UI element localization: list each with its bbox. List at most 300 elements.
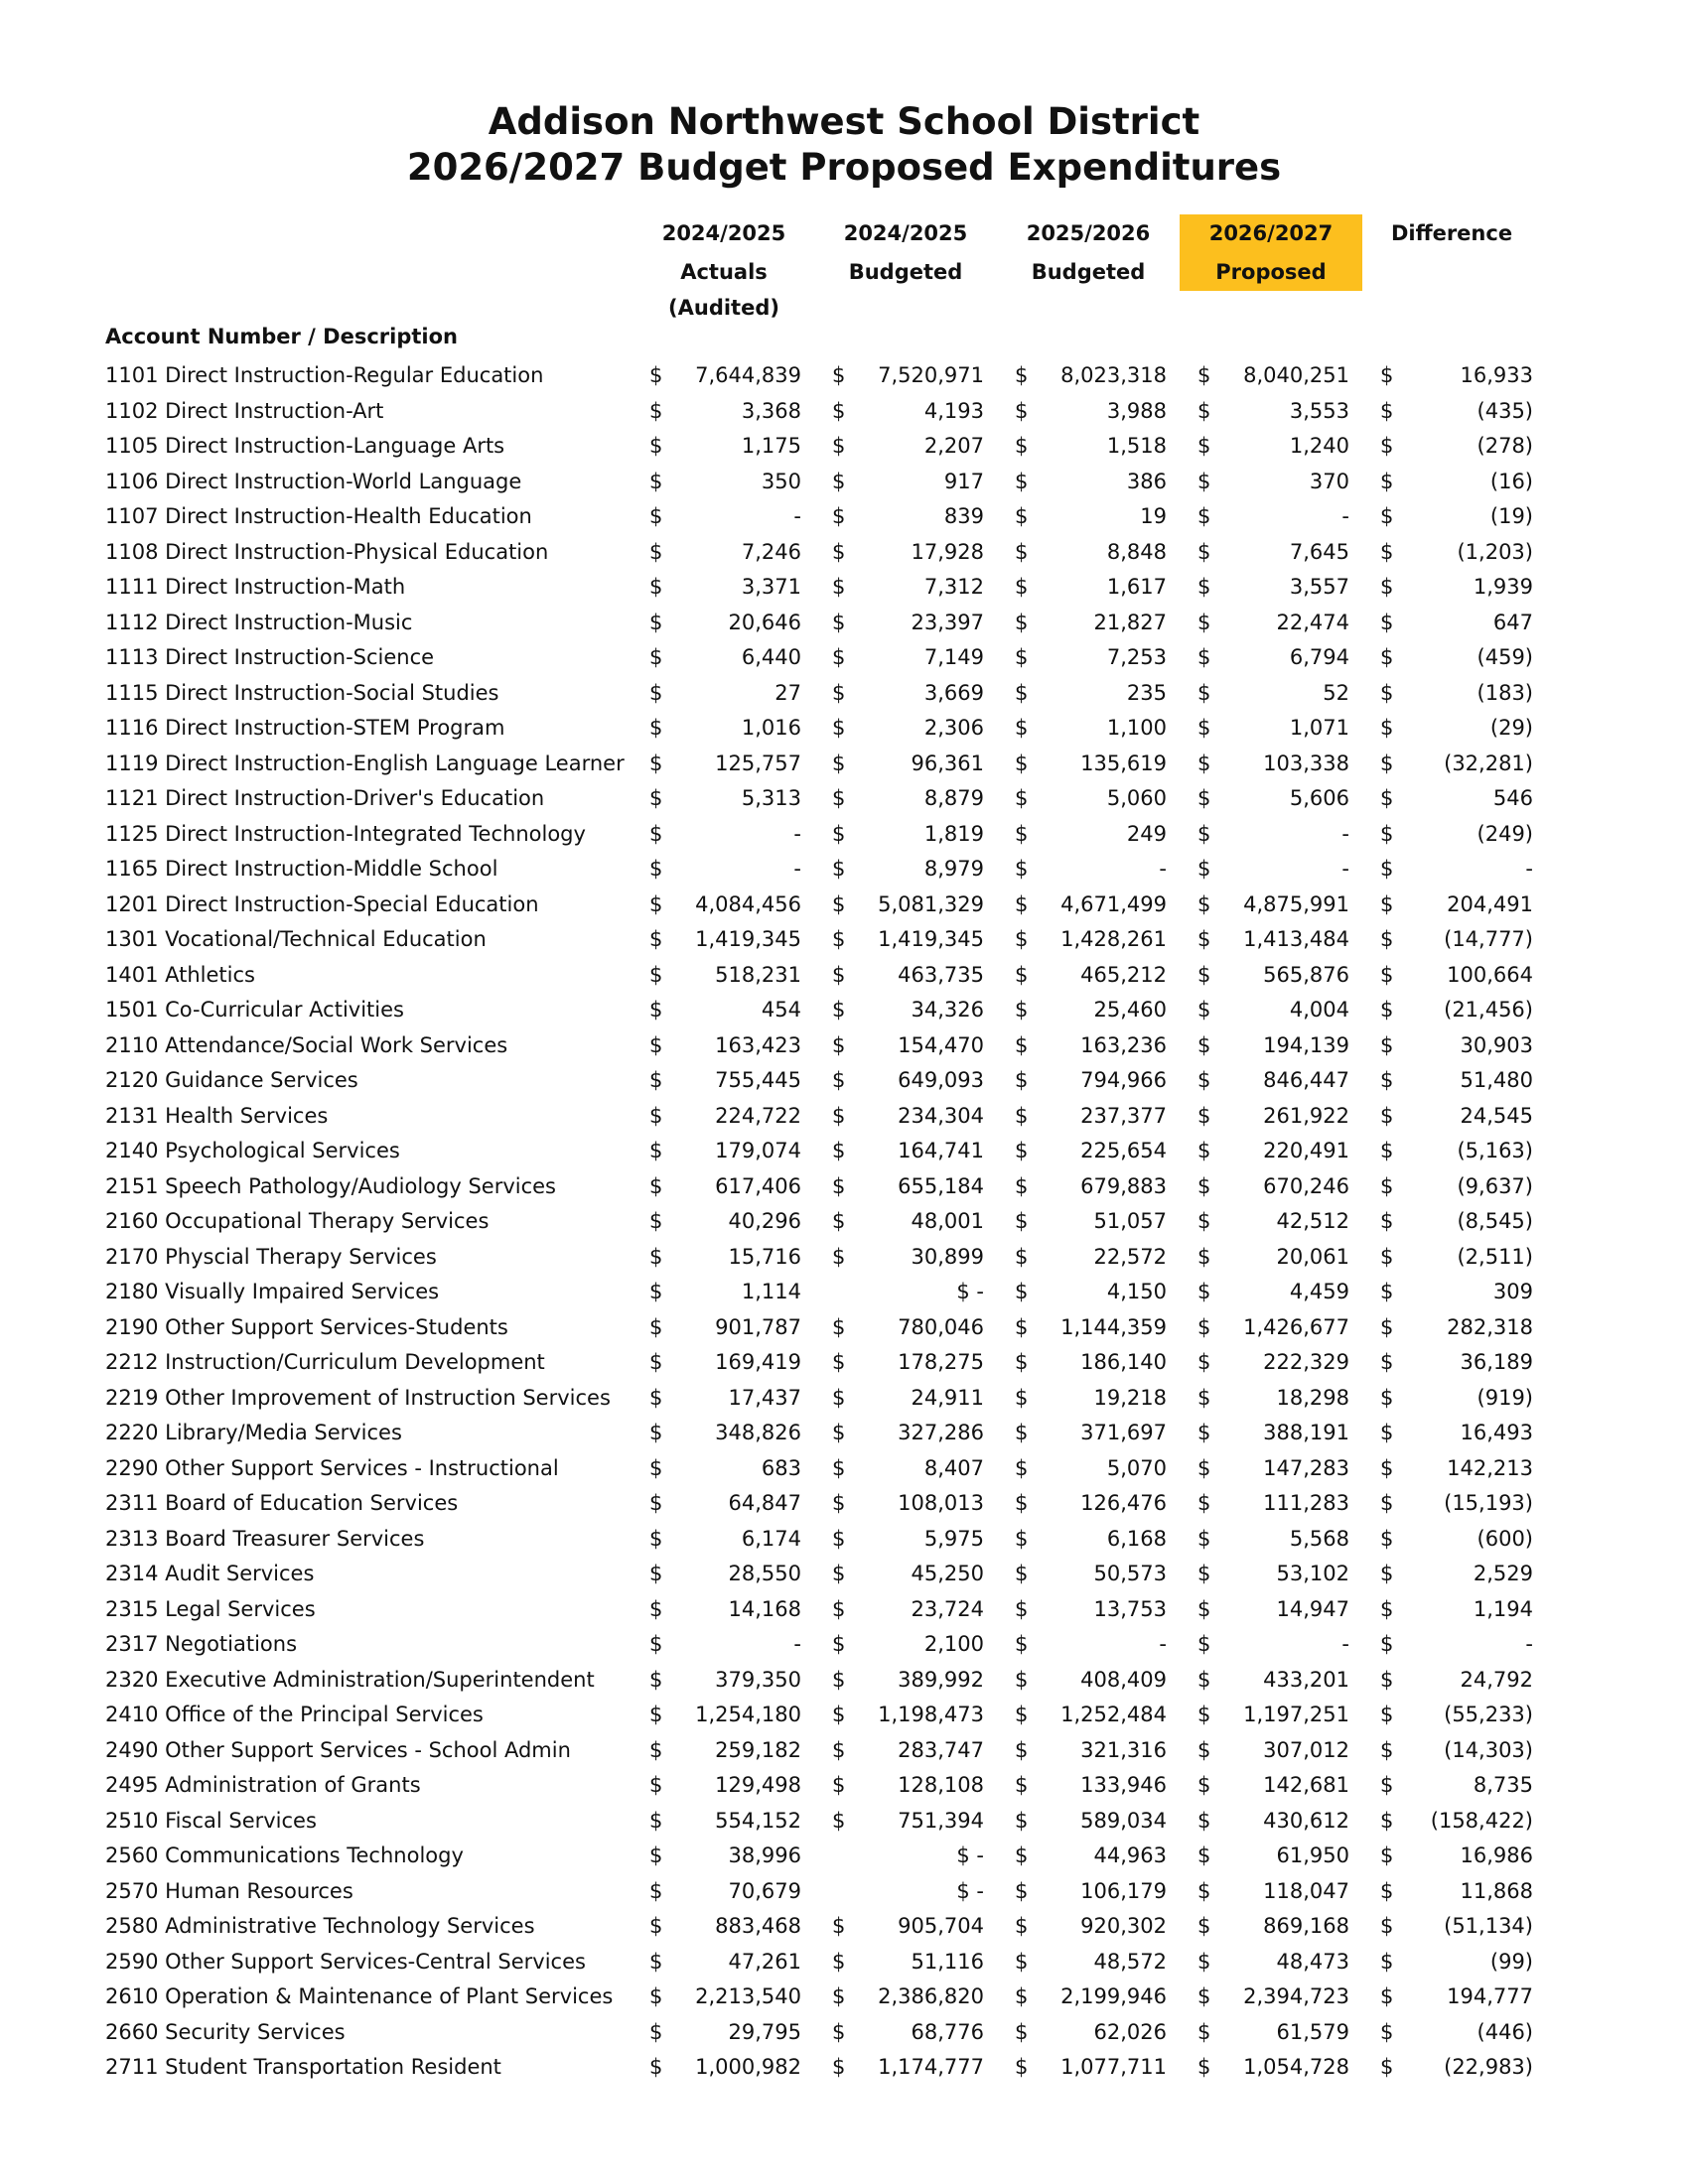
currency-symbol: $ — [832, 1914, 846, 1938]
amount-cell: 454 — [761, 998, 801, 1022]
currency-symbol: $ — [649, 469, 663, 493]
currency-symbol: $ — [649, 786, 663, 810]
currency-symbol: $ — [1380, 539, 1394, 564]
currency-symbol: $ — [1380, 1949, 1394, 1974]
account-description: 1105 Direct Instruction-Language Arts — [105, 434, 505, 458]
amount-cell: 321,316 — [1080, 1737, 1167, 1762]
currency-symbol: $ — [1015, 1455, 1029, 1480]
account-description: 1301 Vocational/Technical Education — [105, 927, 487, 951]
amount-cell: - — [793, 1632, 801, 1656]
currency-symbol: $ — [1380, 1843, 1394, 1867]
amount-cell: (32,281) — [1444, 751, 1533, 775]
amount-cell: - — [1341, 857, 1349, 881]
currency-symbol: $ — [1015, 998, 1029, 1022]
currency-symbol: $ — [1015, 1737, 1029, 1762]
amount-cell: 1,252,484 — [1060, 1703, 1167, 1726]
currency-symbol: $ — [649, 1737, 663, 1762]
amount-cell: 1,100 — [1106, 716, 1167, 740]
table-row — [0, 1522, 1688, 1558]
currency-symbol: $ — [1380, 1385, 1394, 1410]
amount-cell: 679,883 — [1080, 1173, 1167, 1198]
currency-symbol: $ — [832, 857, 846, 881]
currency-symbol: $ — [649, 962, 663, 987]
currency-symbol: $ — [649, 857, 663, 881]
amount-cell: 2,306 — [923, 716, 984, 740]
currency-symbol: $ — [1197, 1032, 1211, 1057]
amount-cell: (99) — [1489, 1949, 1533, 1974]
currency-symbol: $ — [1380, 1173, 1394, 1198]
amount-cell: - — [1341, 504, 1349, 528]
column-header-line: Budgeted — [1031, 260, 1146, 284]
currency-symbol: $ — [832, 891, 846, 916]
currency-symbol: $ — [1197, 1491, 1211, 1515]
amount-cell: 565,876 — [1263, 962, 1349, 987]
currency-symbol: $ — [649, 1209, 663, 1233]
amount-cell: 883,468 — [715, 1914, 801, 1938]
amount-cell: 3,988 — [1106, 398, 1167, 423]
currency-symbol: $ — [649, 539, 663, 564]
currency-symbol: $ — [1015, 1491, 1029, 1515]
currency-symbol: $ — [649, 1703, 663, 1726]
account-description: 1501 Co-Curricular Activities — [105, 998, 404, 1022]
amount-cell: 16,493 — [1460, 1421, 1533, 1444]
amount-cell: 19,218 — [1093, 1385, 1167, 1410]
currency-symbol: $ — [1380, 363, 1394, 387]
amount-cell: 1,114 — [741, 1280, 801, 1303]
currency-symbol: $ — [1380, 2055, 1394, 2079]
currency-symbol: $ — [1380, 1914, 1394, 1938]
amount-cell: 103,338 — [1263, 751, 1349, 775]
amount-cell: 1,419,345 — [878, 927, 984, 951]
amount-cell: 1,071 — [1289, 716, 1349, 740]
currency-symbol: $ — [649, 1421, 663, 1444]
currency-symbol: $ — [1380, 1139, 1394, 1162]
currency-symbol: $ — [1197, 1526, 1211, 1551]
amount-cell: 518,231 — [715, 962, 801, 987]
currency-symbol: $ — [1197, 821, 1211, 846]
amount-cell: 4,875,991 — [1243, 891, 1349, 916]
amount-cell: 128,108 — [898, 1773, 984, 1797]
currency-symbol: $ — [1197, 1667, 1211, 1692]
amount-cell: 22,572 — [1093, 1244, 1167, 1269]
amount-cell: 465,212 — [1080, 962, 1167, 987]
account-description: 1401 Athletics — [105, 962, 255, 987]
amount-cell: 204,491 — [1447, 891, 1533, 916]
amount-cell: 48,572 — [1093, 1949, 1167, 1974]
currency-symbol: $ — [649, 1843, 663, 1867]
amount-cell: 96,361 — [911, 751, 984, 775]
amount-cell: - — [1341, 821, 1349, 846]
currency-symbol: $ — [649, 751, 663, 775]
amount-cell: 2,199,946 — [1060, 1984, 1167, 2008]
currency-symbol: $ — [649, 610, 663, 634]
amount-cell: 23,397 — [911, 610, 984, 634]
currency-symbol: $ — [1015, 1385, 1029, 1410]
currency-symbol: $ — [649, 1103, 663, 1128]
currency-symbol: $ — [1380, 469, 1394, 493]
currency-symbol: $ — [832, 1103, 846, 1128]
currency-symbol: $ — [1015, 751, 1029, 775]
table-row — [0, 1663, 1688, 1699]
amount-cell: 780,046 — [898, 1314, 984, 1339]
currency-symbol: $ — [832, 680, 846, 705]
currency-symbol: $ — [1197, 1949, 1211, 1974]
amount-cell: 16,933 — [1460, 363, 1533, 387]
currency-symbol: $ — [1015, 645, 1029, 669]
currency-symbol: $ — [1380, 786, 1394, 810]
currency-symbol: $ — [1015, 1068, 1029, 1092]
table-row — [0, 1134, 1688, 1169]
column-header-line: (Audited) — [668, 296, 779, 320]
amount-cell: 2,100 — [923, 1632, 984, 1656]
account-description: 2311 Board of Education Services — [105, 1491, 459, 1515]
currency-symbol: $ — [1197, 786, 1211, 810]
currency-symbol: $ — [1015, 821, 1029, 846]
amount-cell: 751,394 — [898, 1808, 984, 1833]
currency-symbol: $ — [1380, 504, 1394, 528]
currency-symbol: $ — [1380, 821, 1394, 846]
amount-cell: 100,664 — [1447, 962, 1533, 987]
amount-cell: 5,568 — [1289, 1526, 1349, 1551]
amount-cell: 1,428,261 — [1060, 927, 1167, 951]
currency-symbol: $ — [1380, 1314, 1394, 1339]
amount-cell: 307,012 — [1263, 1737, 1349, 1762]
currency-symbol: $ — [1015, 1562, 1029, 1585]
currency-symbol: $ — [1015, 680, 1029, 705]
amount-cell: 379,350 — [715, 1667, 801, 1692]
account-description: 2495 Administration of Grants — [105, 1773, 421, 1797]
currency-symbol: $ — [1197, 1562, 1211, 1585]
currency-symbol: $ — [1015, 1808, 1029, 1833]
account-description: 2570 Human Resources — [105, 1878, 353, 1903]
amount-cell: 554,152 — [715, 1808, 801, 1833]
amount-cell: 48,001 — [911, 1209, 984, 1233]
currency-symbol: $ — [1380, 680, 1394, 705]
currency-symbol: $ — [832, 1491, 846, 1515]
account-description: 2140 Psychological Services — [105, 1139, 400, 1162]
amount-cell: 794,966 — [1080, 1068, 1167, 1092]
currency-symbol: $ — [1015, 504, 1029, 528]
currency-symbol: $ — [1015, 1667, 1029, 1692]
account-description: 1165 Direct Instruction-Middle School — [105, 857, 498, 881]
currency-symbol: $ — [1015, 962, 1029, 987]
currency-symbol: $ — [1197, 1737, 1211, 1762]
amount-cell: 154,470 — [898, 1032, 984, 1057]
column-header-difference — [1360, 214, 1543, 291]
table-row — [0, 465, 1688, 500]
amount-cell: 1,197,251 — [1243, 1703, 1349, 1726]
currency-symbol: $ — [1015, 1596, 1029, 1621]
amount-cell: 5,070 — [1106, 1455, 1167, 1480]
table-row — [0, 394, 1688, 430]
amount-cell: 348,826 — [715, 1421, 801, 1444]
currency-symbol: $ — [832, 575, 846, 599]
currency-symbol: $ — [1197, 1773, 1211, 1797]
amount-cell: 4,004 — [1289, 998, 1349, 1022]
amount-cell: 4,671,499 — [1060, 891, 1167, 916]
amount-cell: 386 — [1126, 469, 1167, 493]
currency-symbol: $ — [1015, 363, 1029, 387]
currency-symbol: $ — [1380, 998, 1394, 1022]
amount-cell: 546 — [1492, 786, 1533, 810]
account-description: 1101 Direct Instruction-Regular Education — [105, 363, 544, 387]
table-row — [0, 1486, 1688, 1522]
amount-cell: 20,061 — [1276, 1244, 1349, 1269]
amount-cell: 25,460 — [1093, 998, 1167, 1022]
currency-symbol: $ — [649, 1139, 663, 1162]
amount-cell: 61,950 — [1276, 1843, 1349, 1867]
account-description: 1106 Direct Instruction-World Language — [105, 469, 522, 493]
amount-cell: 1,413,484 — [1243, 927, 1349, 951]
column-header-actuals — [633, 214, 815, 320]
currency-symbol: $ — [649, 716, 663, 740]
currency-symbol: $ — [1197, 434, 1211, 458]
currency-symbol: $ — [1380, 1421, 1394, 1444]
currency-symbol: $ — [649, 1914, 663, 1938]
amount-cell: 4,459 — [1289, 1280, 1349, 1303]
account-description: 2120 Guidance Services — [105, 1068, 358, 1092]
amount-cell: 38,996 — [728, 1843, 801, 1867]
currency-symbol: $ — [1197, 927, 1211, 951]
currency-symbol: $ — [649, 821, 663, 846]
account-description: 1111 Direct Instruction-Math — [105, 575, 406, 599]
currency-symbol: $ — [1380, 434, 1394, 458]
currency-symbol: $ — [1197, 363, 1211, 387]
amount-cell: 1,000,982 — [695, 2055, 801, 2079]
account-description: 2110 Attendance/Social Work Services — [105, 1032, 508, 1057]
amount-cell: 327,286 — [898, 1421, 984, 1444]
table-row — [0, 817, 1688, 853]
amount-cell: 617,406 — [715, 1173, 801, 1198]
currency-symbol: $ — [1197, 1843, 1211, 1867]
currency-symbol: $ — [649, 504, 663, 528]
column-header-budgeted-2526 — [997, 214, 1180, 291]
column-header-line: 2026/2027 — [1208, 221, 1334, 245]
amount-cell: 755,445 — [715, 1068, 801, 1092]
currency-symbol: $ — [1380, 398, 1394, 423]
amount-cell: 259,182 — [715, 1737, 801, 1762]
currency-symbol: $ — [832, 504, 846, 528]
currency-symbol: $ — [832, 1667, 846, 1692]
amount-cell: 370 — [1309, 469, 1349, 493]
currency-symbol: $ — [649, 2055, 663, 2079]
currency-symbol: $ — [1380, 962, 1394, 987]
currency-symbol: $ — [1380, 927, 1394, 951]
currency-symbol: $ — [1015, 857, 1029, 881]
amount-cell: 408,409 — [1080, 1667, 1167, 1692]
currency-symbol: $ — [832, 2055, 846, 2079]
currency-symbol: $ — [649, 645, 663, 669]
amount-cell: 29,795 — [728, 2019, 801, 2044]
currency-symbol: $ — [1380, 1878, 1394, 1903]
amount-cell: 846,447 — [1263, 1068, 1349, 1092]
amount-cell: 249 — [1126, 821, 1167, 846]
table-row — [0, 1063, 1688, 1099]
currency-symbol: $ — [1015, 2055, 1029, 2079]
currency-symbol: $ — [1197, 891, 1211, 916]
account-description: 2490 Other Support Services - School Admin — [105, 1737, 571, 1762]
currency-symbol: $ — [1380, 1350, 1394, 1374]
amount-cell: 225,654 — [1080, 1139, 1167, 1162]
amount-cell: 19 — [1140, 504, 1167, 528]
table-row — [0, 1204, 1688, 1240]
currency-symbol: $ — [1197, 1878, 1211, 1903]
currency-symbol: $ — [1197, 1421, 1211, 1444]
currency-symbol: $ — [1197, 2055, 1211, 2079]
amount-cell: 237,377 — [1080, 1103, 1167, 1128]
currency-symbol: $ — [1015, 1632, 1029, 1656]
amount-cell: 7,644,839 — [695, 363, 801, 387]
amount-cell: 147,283 — [1263, 1455, 1349, 1480]
currency-symbol: $ — [649, 398, 663, 423]
amount-cell: 282,318 — [1447, 1314, 1533, 1339]
account-description: 1112 Direct Instruction-Music — [105, 610, 413, 634]
currency-symbol: $ — [832, 1737, 846, 1762]
currency-symbol: $ — [1197, 1068, 1211, 1092]
amount-cell: 133,946 — [1080, 1773, 1167, 1797]
amount-cell: 7,246 — [741, 539, 801, 564]
table-row — [0, 887, 1688, 923]
column-header-line: Budgeted — [848, 260, 963, 284]
currency-symbol: $ — [1380, 1703, 1394, 1726]
currency-symbol: $ — [1380, 1209, 1394, 1233]
amount-cell: 235 — [1126, 680, 1167, 705]
document-title: Addison Northwest School District — [488, 100, 1200, 143]
currency-symbol: $ — [1015, 1314, 1029, 1339]
table-row — [0, 535, 1688, 571]
table-row — [0, 2050, 1688, 2086]
amount-cell: 44,963 — [1093, 1843, 1167, 1867]
amount-cell: 48,473 — [1276, 1949, 1349, 1974]
currency-symbol: $ — [1197, 1139, 1211, 1162]
currency-symbol: $ — [1015, 1103, 1029, 1128]
currency-symbol: $ — [832, 1562, 846, 1585]
amount-cell: 45,250 — [911, 1562, 984, 1585]
table-row — [0, 1451, 1688, 1487]
amount-cell: 5,975 — [923, 1526, 984, 1551]
currency-symbol: $ — [1197, 1455, 1211, 1480]
column-header-line: 2024/2025 — [843, 221, 968, 245]
account-description: 1201 Direct Instruction-Special Education — [105, 891, 539, 916]
amount-cell: 20,646 — [728, 610, 801, 634]
account-description: 2580 Administrative Technology Services — [105, 1914, 535, 1938]
currency-symbol: $ — [649, 1526, 663, 1551]
amount-cell: 839 — [943, 504, 984, 528]
table-row — [0, 958, 1688, 994]
currency-symbol: $ — [649, 998, 663, 1022]
amount-cell: 21,827 — [1093, 610, 1167, 634]
currency-symbol: $ — [1015, 1173, 1029, 1198]
currency-symbol: $ — [1015, 1984, 1029, 2008]
amount-cell: 51,480 — [1460, 1068, 1533, 1092]
currency-symbol: $ — [832, 2019, 846, 2044]
amount-cell: 1,054,728 — [1243, 2055, 1349, 2079]
amount-cell: 30,903 — [1460, 1032, 1533, 1057]
currency-symbol: $ — [1197, 857, 1211, 881]
currency-symbol: $ — [1197, 398, 1211, 423]
currency-symbol: $ — [832, 1703, 846, 1726]
account-column-header: Account Number / Description — [105, 325, 458, 348]
account-description: 2219 Other Improvement of Instruction Services — [105, 1385, 611, 1410]
amount-cell: 142,681 — [1263, 1773, 1349, 1797]
table-row — [0, 1592, 1688, 1628]
amount-cell: - — [1159, 857, 1167, 881]
amount-cell: (1,203) — [1457, 539, 1533, 564]
amount-cell: 220,491 — [1263, 1139, 1349, 1162]
table-row — [0, 1099, 1688, 1135]
account-description: 2220 Library/Media Services — [105, 1421, 402, 1444]
amount-cell: 62,026 — [1093, 2019, 1167, 2044]
amount-cell: 142,213 — [1447, 1455, 1533, 1480]
amount-cell: 51,057 — [1093, 1209, 1167, 1233]
amount-cell: (16) — [1489, 469, 1533, 493]
amount-cell: 13,753 — [1093, 1596, 1167, 1621]
account-description: 2660 Security Services — [105, 2019, 346, 2044]
currency-symbol: $ — [832, 645, 846, 669]
account-description: 2314 Audit Services — [105, 1562, 315, 1585]
amount-cell: (8,545) — [1457, 1209, 1533, 1233]
amount-cell: 1,144,359 — [1060, 1314, 1167, 1339]
currency-symbol: $ — [1015, 1703, 1029, 1726]
currency-symbol: $ — [649, 1314, 663, 1339]
currency-symbol: $ — [649, 2019, 663, 2044]
amount-cell: 24,545 — [1460, 1103, 1533, 1128]
currency-symbol: $ — [649, 1491, 663, 1515]
currency-symbol: $ — [649, 680, 663, 705]
amount-cell: 920,302 — [1080, 1914, 1167, 1938]
currency-symbol: $ — [1380, 1596, 1394, 1621]
currency-symbol: $ — [1380, 1773, 1394, 1797]
amount-cell: 4,193 — [923, 398, 984, 423]
column-header-budgeted-2425 — [814, 214, 997, 291]
table-row — [0, 922, 1688, 958]
currency-symbol: $ — [1380, 2019, 1394, 2044]
amount-cell: 50,573 — [1093, 1562, 1167, 1585]
account-description: 2170 Physcial Therapy Services — [105, 1244, 437, 1269]
amount-cell: 15,716 — [728, 1244, 801, 1269]
currency-symbol: $ — [1197, 1173, 1211, 1198]
amount-cell: 11,868 — [1460, 1878, 1533, 1903]
amount-cell: 222,329 — [1263, 1350, 1349, 1374]
amount-cell: - — [1525, 857, 1533, 881]
currency-symbol: $ — [649, 1632, 663, 1656]
amount-cell: 2,207 — [923, 434, 984, 458]
currency-symbol: $ — [1380, 610, 1394, 634]
amount-cell: (600) — [1477, 1526, 1533, 1551]
table-row — [0, 1945, 1688, 1980]
currency-symbol: $ — [649, 1350, 663, 1374]
currency-symbol: $ — [1197, 1984, 1211, 2008]
amount-cell: 64,847 — [728, 1491, 801, 1515]
amount-cell: 5,313 — [741, 786, 801, 810]
currency-symbol: $ — [1015, 1949, 1029, 1974]
amount-cell: 2,386,820 — [878, 1984, 984, 2008]
amount-cell: (5,163) — [1457, 1139, 1533, 1162]
amount-cell: 1,077,711 — [1060, 2055, 1167, 2079]
amount-cell: 2,394,723 — [1243, 1984, 1349, 2008]
currency-symbol: $ — [1380, 1667, 1394, 1692]
currency-symbol: $ — [649, 1280, 663, 1303]
currency-symbol: $ — [1197, 1632, 1211, 1656]
amount-cell: 14,947 — [1276, 1596, 1349, 1621]
currency-symbol: $ — [832, 1068, 846, 1092]
currency-symbol: $ — [1197, 1350, 1211, 1374]
column-header-line: Actuals — [680, 260, 768, 284]
amount-cell: 1,194 — [1473, 1596, 1533, 1621]
amount-cell: 53,102 — [1276, 1562, 1349, 1585]
currency-symbol: $ — [1015, 1280, 1029, 1303]
currency-symbol: $ — [1015, 1350, 1029, 1374]
